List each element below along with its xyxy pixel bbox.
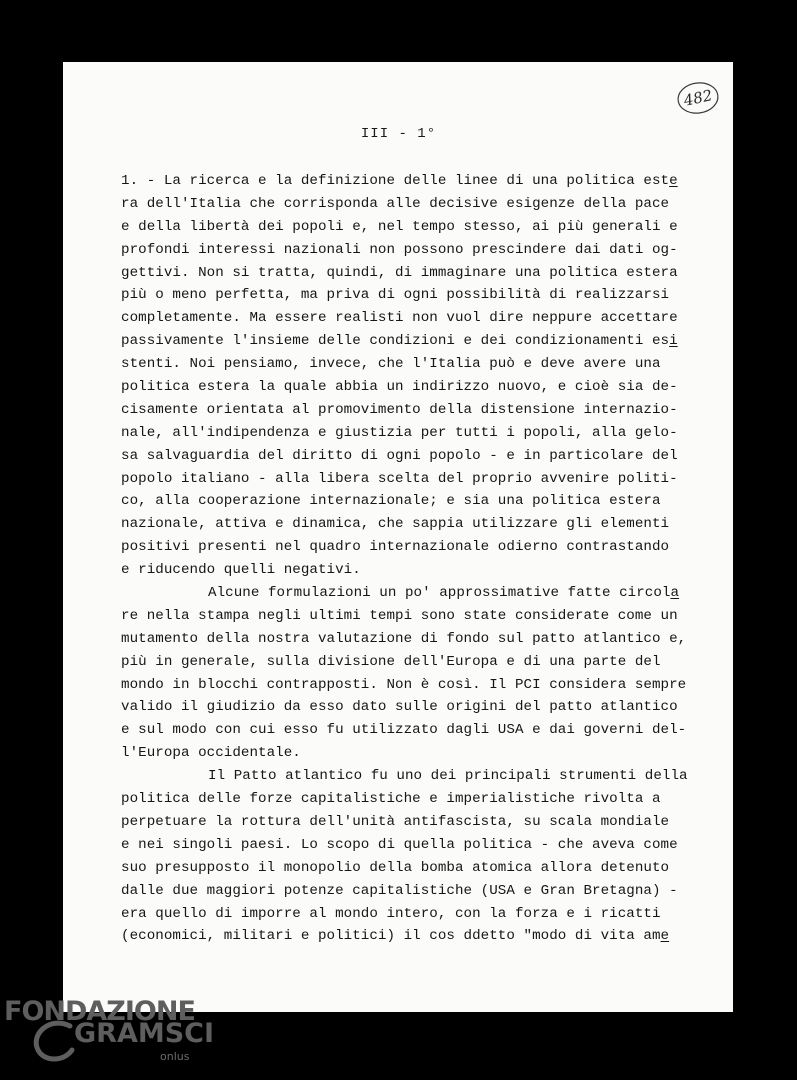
text-line: politica estera la quale abbia un indirizzo nuovo, e cioè sia de- — [121, 379, 678, 396]
text-line — [121, 330, 681, 353]
text-line — [121, 582, 681, 605]
text-line: popolo italiano - alla libera scelta del proprio avvenire politi- — [121, 470, 678, 487]
text-line — [121, 925, 681, 948]
underlined-letter: e — [660, 928, 670, 945]
text-line: dalle due maggiori potenze capitalistiche (USA e Gran Bretagna) - — [121, 882, 678, 899]
text-line: e della libertà dei popoli e, nel tempo stesso, ai più generali e — [121, 218, 678, 235]
page-number-text: 482 — [682, 86, 714, 110]
text-line: e nei singoli paesi. Lo scopo di quella politica - che aveva come — [121, 836, 678, 853]
text-line: nale, all'indipendenza e giustizia per tutti i popoli, alla gelo- — [121, 424, 678, 441]
text-line: nazionale, attiva e dinamica, che sappia utilizzare gli elementi — [121, 516, 670, 533]
text-line: co, alla cooperazione internazionale; e sia una politica estera — [121, 493, 661, 510]
text-line — [121, 170, 681, 193]
text-line: sa salvaguardia del diritto di ogni popolo - e in particolare del — [121, 447, 678, 464]
watermark-gramsci: GRAMSCI — [74, 1018, 215, 1049]
underlined-letter: i — [669, 333, 678, 350]
text-line: re nella stampa negli ultimi tempi sono state considerate come un — [121, 607, 678, 624]
text-line: politica delle forze capitalistiche e imperialistiche rivolta a — [121, 791, 661, 808]
text-line: era quello di imporre al mondo intero, con la forza e i ricatti — [121, 905, 661, 922]
watermark-onlus: onlus — [160, 1050, 190, 1063]
text-line: cisamente orientata al promovimento della distensione internazio- — [121, 401, 678, 418]
text-line: perpetuare la rottura dell'unità antifascista, su scala mondiale — [121, 813, 670, 830]
handwritten-page-number — [676, 80, 720, 116]
text-line: ra dell'Italia che corrisponda alle decisive esigenze della pace — [121, 195, 670, 212]
text-line: e sul modo con cui esso fu utilizzato dagli USA e dai governi del- — [121, 722, 687, 739]
underlined-letter: a — [670, 585, 680, 602]
line-text: passivamente l'insieme delle condizioni e dei condizionamenti es — [121, 333, 670, 350]
text-line: completamente. Ma essere realisti non vuol dire neppure accettare — [121, 310, 678, 327]
line-text: (economici, militari e politici) il cos ddetto "modo di vita am — [121, 928, 661, 945]
fondazione-gramsci-watermark — [0, 990, 220, 1070]
text-line: più o meno perfetta, ma priva di ogni possibilità di realizzarsi — [121, 287, 670, 304]
section-heading: III - 1° — [360, 126, 437, 142]
line-text: 1. - La ricerca e la definizione delle linee di una politica est — [121, 173, 670, 189]
text-line: stenti. Noi pensiamo, invece, che l'Italia può e deve avere una — [121, 356, 661, 373]
text-line: valido il giudizio da esso dato sulle origini del patto atlantico — [121, 699, 678, 716]
text-line: suo presupposto il monopolio della bomba atomica allora detenuto — [121, 859, 670, 876]
underlined-letter: e — [669, 173, 678, 189]
text-line: mutamento della nostra valutazione di fondo sul patto atlantico e, — [121, 630, 687, 647]
text-line: l'Europa occidentale. — [121, 745, 301, 762]
text-line: profondi interessi nazionali non possono prescindere dai dati og- — [121, 241, 678, 258]
typewritten-body — [121, 170, 688, 948]
line-text: Alcune formulazioni un po' approssimative fatte circol — [208, 585, 671, 602]
text-line: Il Patto atlantico fu uno dei principali strumenti della — [208, 768, 688, 785]
watermark-fondazione: FONDAZIONE — [4, 996, 195, 1027]
text-line: gettivi. Non si tratta, quindi, di immaginare una politica estera — [121, 264, 678, 281]
text-line: positivi presenti nel quadro internazionale odierno contrastando — [121, 539, 670, 556]
text-line: mondo in blocchi contrapposti. Non è così. Il PCI considera sempre — [121, 676, 687, 693]
text-line: e riducendo quelli negativi. — [121, 562, 361, 579]
text-line: più in generale, sulla divisione dell'Europa e di una parte del — [121, 653, 661, 670]
